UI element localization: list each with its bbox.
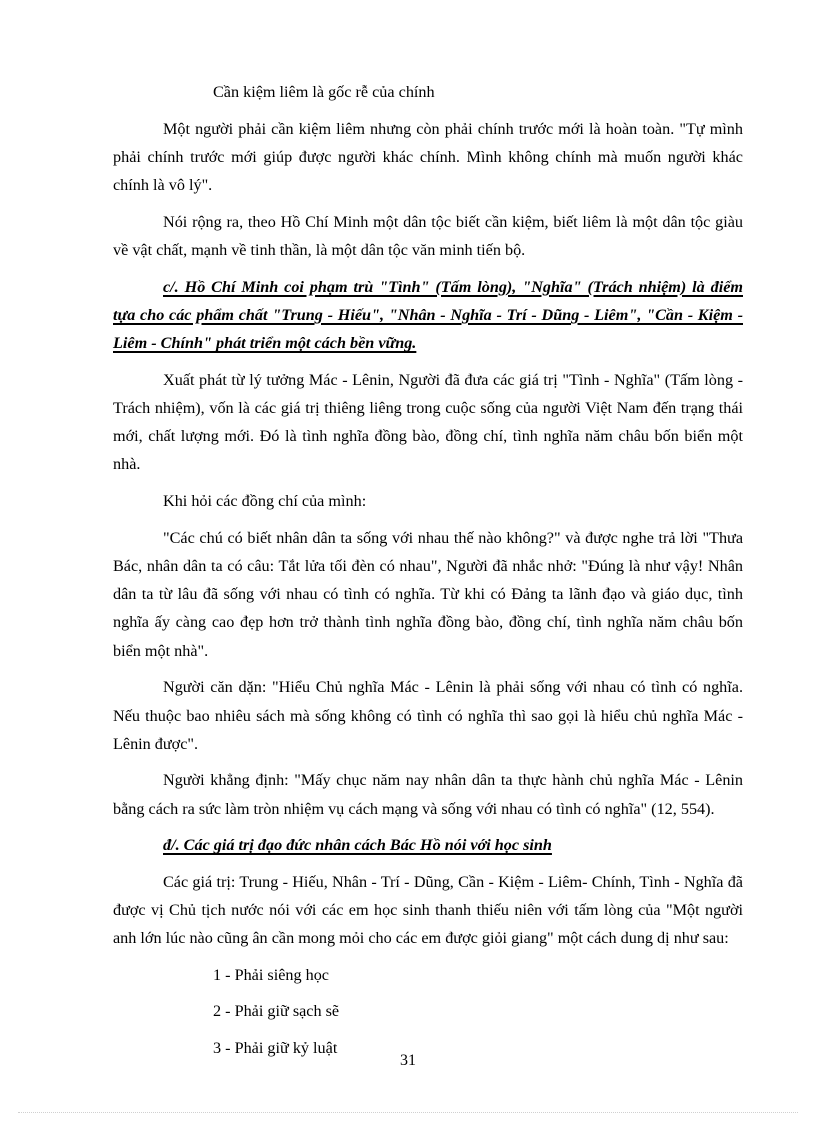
list-item: 3 - Phải giữ kỷ luật xyxy=(213,1038,338,1057)
list-item: 1 - Phải siêng học xyxy=(213,966,329,985)
paragraph: Người khẳng định: "Mấy chục năm nay nhân dân ta thực hành chủ nghĩa Mác - Lênin bằng cách ra sức làm tròn nhiệm vụ cách mạng và sống với nhau có tình có nghĩa" (12, 554). xyxy=(113,771,743,818)
paragraph: Xuất phát từ lý tưởng Mác - Lênin, Người đã đưa các giá trị "Tình - Nghĩa" (Tấm lòng - Trách nhiệm), vốn là các giá trị thiêng liêng trong cuộc sống của người Việt Nam đến trạng thái mới, chất lượng mới. Đó là tình nghĩa đồng bào, đồng chí, tình nghĩa năm châu bốn biển một nhà. xyxy=(113,370,743,474)
page-body xyxy=(113,78,743,1070)
paragraph: Các giá trị: Trung - Hiếu, Nhân - Trí - Dũng, Cần - Kiệm - Liêm- Chính, Tình - Nghĩa đã được vị Chủ tịch nước nói với các em học sinh thanh thiếu niên với tấm lòng của "Một người anh lớn lúc nào cũng ân cần mong mỏi cho các em được giỏi giang" một cách dung dị như sau: xyxy=(113,873,743,948)
section-heading-c: c/. Hồ Chí Minh coi phạm trù "Tình" (Tấm lòng), "Nghĩa" (Trách nhiệm) là điểm tựa cho các phẩm chất "Trung - Hiếu", "Nhân - Nghĩa - Trí - Dũng - Liêm", "Cần - Kiệm - Liêm - Chính" phát triển một cách bền vững. xyxy=(113,277,743,353)
paragraph: Nói rộng ra, theo Hồ Chí Minh một dân tộc biết cần kiệm, biết liêm là một dân tộc giàu về vật chất, mạnh về tinh thần, là một dân tộc văn minh tiến bộ. xyxy=(113,212,743,260)
paragraph: "Các chú có biết nhân dân ta sống với nhau thế nào không?" và được nghe trả lời "Thưa Bác, nhân dân ta có câu: Tắt lửa tối đèn có nhau", Người đã nhắc nhở: "Đúng là như vậy! Nhân dân ta từ lâu đã sống với nhau có tình có nghĩa. Từ khi có Đảng ta lãnh đạo và giáo dục, tình nghĩa ấy càng cao đẹp hơn trở thành tình nghĩa đồng bào, đồng chí, tình nghĩa năm châu bốn biển một nhà". xyxy=(113,528,743,660)
page-number: 31 xyxy=(400,1052,416,1069)
paragraph: Cần kiệm liêm là gốc rễ của chính xyxy=(213,83,435,101)
section-heading-d: đ/. Các giá trị đạo đức nhân cách Bác Hồ nói với học sinh xyxy=(163,836,552,855)
paragraph: Một người phải cần kiệm liêm nhưng còn phải chính trước mới là hoàn toàn. "Tự mình phải chính trước mới giúp được người khác chính. Mình không chính mà muốn người khác chính là vô lý". xyxy=(113,119,743,195)
paragraph: Khi hỏi các đồng chí của mình: xyxy=(163,492,367,511)
page-bottom-divider xyxy=(18,1112,798,1113)
list-item: 2 - Phải giữ sạch sẽ xyxy=(213,1002,340,1021)
paragraph: Người căn dặn: "Hiểu Chủ nghĩa Mác - Lênin là phải sống với nhau có tình có nghĩa. Nếu thuộc bao nhiêu sách mà sống không có tình có nghĩa thì sao gọi là hiểu chủ nghĩa Mác - Lênin được". xyxy=(113,678,743,753)
